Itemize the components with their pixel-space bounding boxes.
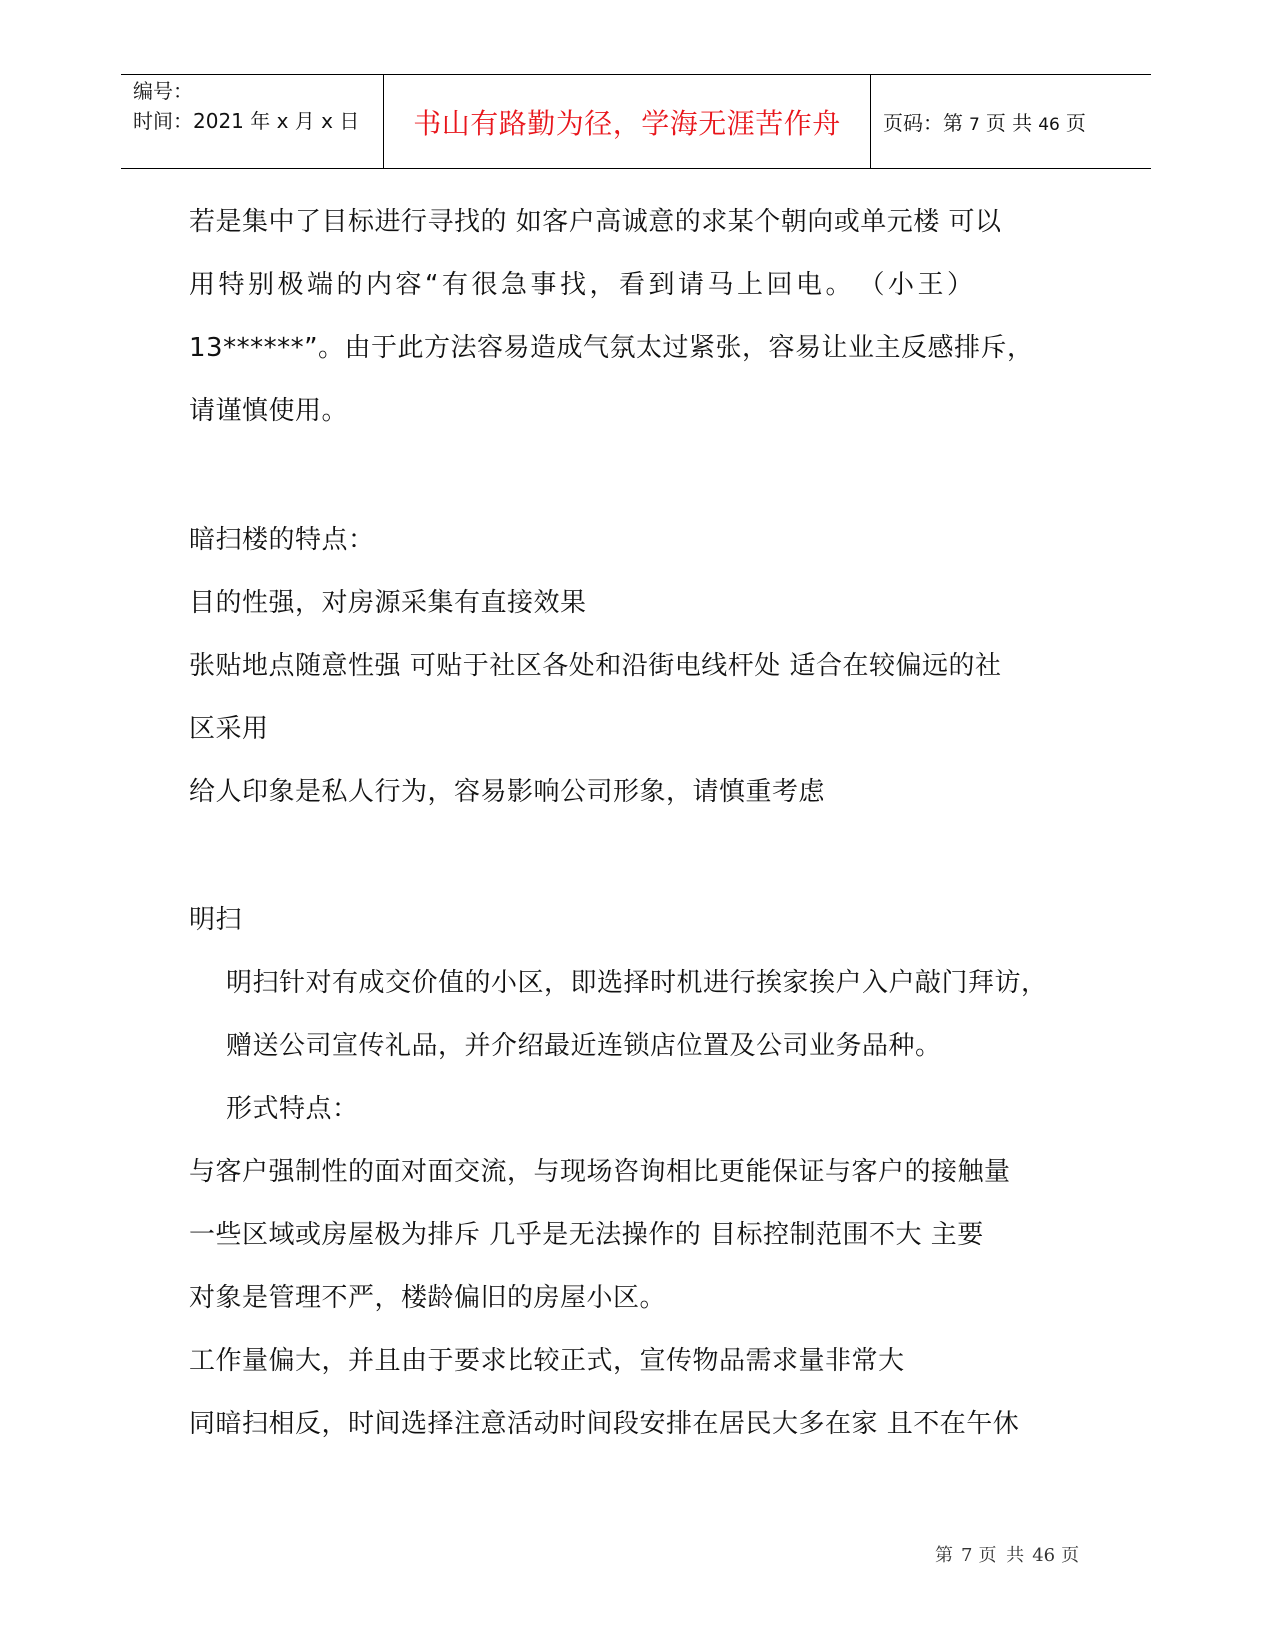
footer-page-current: 7 <box>961 1545 973 1566</box>
header-page-prefix: 页码：第 <box>883 111 963 135</box>
body-line: 一些区域或房屋极为排斥 几乎是无法操作的 目标控制范围不大 主要 <box>189 1220 984 1250</box>
body-line: 形式特点： <box>226 1094 359 1124</box>
header-meta-cell <box>121 75 384 168</box>
body-line: 区采用 <box>189 714 269 744</box>
footer-page-total: 46 <box>1032 1545 1056 1566</box>
body-line: 工作量偏大，并且由于要求比较正式，宣传物品需求量非常大 <box>189 1346 905 1376</box>
section-heading: 暗扫楼的特点： <box>189 525 375 555</box>
header-motto: 书山有路勤为径，学海无涯苦作舟 <box>413 106 841 140</box>
header-page-current: 7 <box>969 115 980 135</box>
body-line: 对象是管理不严，楼龄偏旧的房屋小区。 <box>189 1283 667 1313</box>
footer-prefix: 第 <box>935 1545 955 1566</box>
header-page-info <box>883 107 1086 136</box>
document-date: 时间：2021 年 x 月 x 日 <box>133 109 360 133</box>
body-line: 用特别极端的内容“有很急事找，看到请马上回电。 （小王） <box>189 270 977 300</box>
document-header <box>121 74 1151 169</box>
document-number-label: 编号： <box>133 79 193 103</box>
body-line: 给人印象是私人行为，容易影响公司形象，请慎重考虑 <box>189 777 826 807</box>
header-page-mid: 页 共 <box>985 111 1033 135</box>
body-line: 张贴地点随意性强 可贴于社区各处和沿街电线杆处 适合在较偏远的社 <box>189 651 1002 681</box>
footer-suffix: 页 <box>1061 1545 1082 1566</box>
header-page-suffix: 页 <box>1065 111 1086 135</box>
body-line: 若是集中了目标进行寻找的 如客户高诚意的求某个朝向或单元楼 可以 <box>189 207 1002 237</box>
body-line: 赠送公司宣传礼品，并介绍最近连锁店位置及公司业务品种。 <box>226 1031 942 1061</box>
section-heading: 明扫 <box>189 905 243 935</box>
header-motto-cell <box>384 75 871 168</box>
body-line: 目的性强，对房源采集有直接效果 <box>189 588 587 618</box>
page-footer <box>935 1541 1081 1567</box>
header-page-total: 46 <box>1038 115 1060 135</box>
body-line: 13******”。由于此方法容易造成气氛太过紧张，容易让业主反感排斥， <box>189 333 1034 363</box>
body-line: 请谨慎使用。 <box>189 396 349 426</box>
footer-mid: 页 共 <box>978 1545 1027 1566</box>
header-page-cell <box>871 75 1151 168</box>
body-line: 同暗扫相反，时间选择注意活动时间段安排在居民大多在家 且不在午休 <box>189 1409 1020 1439</box>
body-line: 与客户强制性的面对面交流，与现场咨询相比更能保证与客户的接触量 <box>189 1157 1011 1187</box>
body-line: 明扫针对有成交价值的小区，即选择时机进行挨家挨户入户敲门拜访， <box>226 968 1048 998</box>
